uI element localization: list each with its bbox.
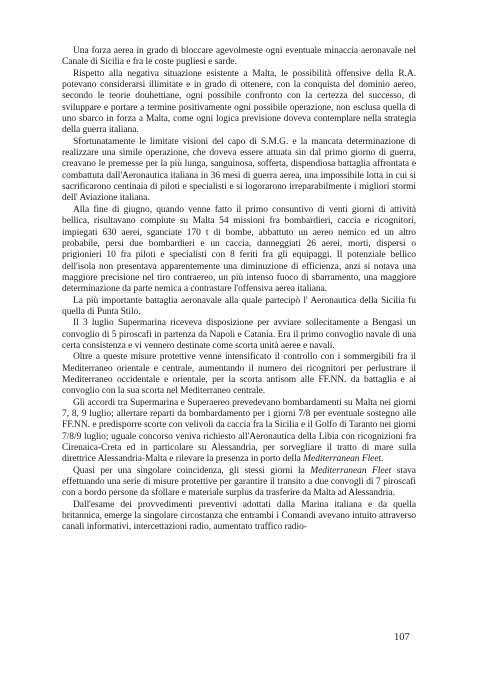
paragraph-text: .: [381, 454, 384, 465]
paragraph: [62, 318, 416, 352]
paragraph-text: Oltre a queste misure protettive venne intensificato il controllo con i sommergibili fra il Mediterraneo orientale e centrale, aumentando il numero dei ricognitori per perlustrare il Mediterraneo occidentale e orientale, per la scorta antisom alle FF.NN. da battaglia e al convoglio con la sua scorta nel Mediterraneo centrale.: [62, 352, 416, 397]
paragraph: [62, 352, 416, 397]
paragraph-text: Rispetto alla negativa situazione esistente a Malta, le possibilità offensive della R.A. potevano considerarsi illimitate e in grado di ottenere, con la conquista del dominio aereo, secondo le teorie douhettiane, ogni possibile confronto con la certezza del successo, di sviluppare e portare a termine positivamente ogni possibile operazione, non esclusa quella di uno sbarco in forza a Malta, come ogni logica previsione doveva contemplare nella strategia della guerra italiana.: [62, 68, 416, 136]
paragraph: [62, 137, 416, 205]
paragraph: [62, 46, 416, 69]
paragraph-text: Sfortunatamente le limitate visioni del capo di S.M.G. e la mancata determinazione di realizzare una simile operazione, che doveva essere attuata sin dal primo giorno di guerra, creavano le premesse per la più lunga, sanguinosa, sofferta, dispendiosa battaglia affrontata e combattuta dall'Aeronautica italiana in 36 mesi di guerra aerea, una impossibile lotta in cui si sacrificarono centinaia di piloti e specialisti e si logorarono irreparabilmente i migliori stormi dell' Aviazione italiana.: [62, 136, 416, 204]
paragraph-text: Dall'esame dei provvedimenti preventivi adottati dalla Marina italiana e da quella britannica, emerge la singolare circostanza che entrambi i Comandi avevano intuito attraverso canali informativi, intercettazioni radio, aumentato traffico radio-: [62, 499, 416, 533]
page-body: [62, 46, 416, 534]
paragraph: [62, 398, 416, 466]
paragraph-text: Gli accordi tra Supermarina e Superaereo prevedevano bombardamenti su Malta nei giorni 7, 8, 9 luglio; allertare reparti da bombardamento per i giorni 7/8 per eventuale sostegno alle FF.NN. e predisporre scorte con velivoli da caccia fra la Sicilia e il Golfo di Taranto nei giorni 7/8/9 luglio; uguale concorso veniva richiesto all'Aeronautica della Libia con ricognizioni fra Cirenaica-Creta ed in particolare su Alessandria, per sorvegliare il tratto di mare sulla direttrice Alessandria-Malta e rilevare la presenza in porto della: [62, 397, 416, 465]
paragraph-text: stava effettuando una serie di misure protettive per garantire il transito a due convogli di 7 piroscafi con a bordo persone da sfollare e materiale surplus da trasferire da Malta ad Alessandria.: [62, 465, 416, 499]
paragraph-text: Il 3 luglio Supermarina riceveva disposizione per avviare sollecitamente a Bengasi un convoglio di 5 piroscafi in partenza da Napoli e Catania. Era il primo convoglio navale di una certa consistenza e vi vennero destinate come scorta unità aeree e navali.: [62, 318, 416, 351]
paragraph: [62, 500, 416, 534]
paragraph: [62, 205, 416, 296]
paragraph: [62, 466, 416, 500]
paragraph-text: Quasi per una singolare coincidenza, gli stessi giorni la: [73, 465, 311, 476]
paragraph: [62, 69, 416, 137]
paragraph-text: Alla fine di giugno, quando venne fatto il primo consuntivo di venti giorni di attività bellica, risultavano compiute su Malta 54 missioni fra bombardieri, caccia e ricognitori, impiegati 630 aerei, sganciate 170 t di bombe, abbattuto un aereo nemico ed un altro probabile, persi due bombardieri e un caccia, danneggiati 26 aerei, morti, dispersi o prigionieri 10 fra piloti e specialisti con 8 feriti fra gli equipaggi. Il potenziale bellico dell'isola non presentava apparentemente una diminuzione di efficienza, anzi si notava una maggiore precisione nel tiro contraereo, un più intenso fuoco di sbarramento, una maggiore determinazione da parte nemica a contrastare l'offensiva aerea italiana.: [62, 204, 416, 295]
paragraph-text: Una forza aerea in grado di bloccare agevolmeste ogni eventuale minaccia aeronavale nel Canale di Sicilia e fra le coste pugliesi e sarde.: [62, 46, 416, 68]
italic-text: Mediterranean Fleet: [303, 454, 382, 465]
page-number: 107: [394, 632, 410, 643]
italic-text: Mediterranean Fleet: [310, 465, 392, 476]
paragraph-text: La più importante battaglia aeronavale alla quale partecipò l' Aeronautica della Sicilia fu quella di Punta Stilo.: [62, 295, 416, 317]
paragraph: [62, 296, 416, 319]
